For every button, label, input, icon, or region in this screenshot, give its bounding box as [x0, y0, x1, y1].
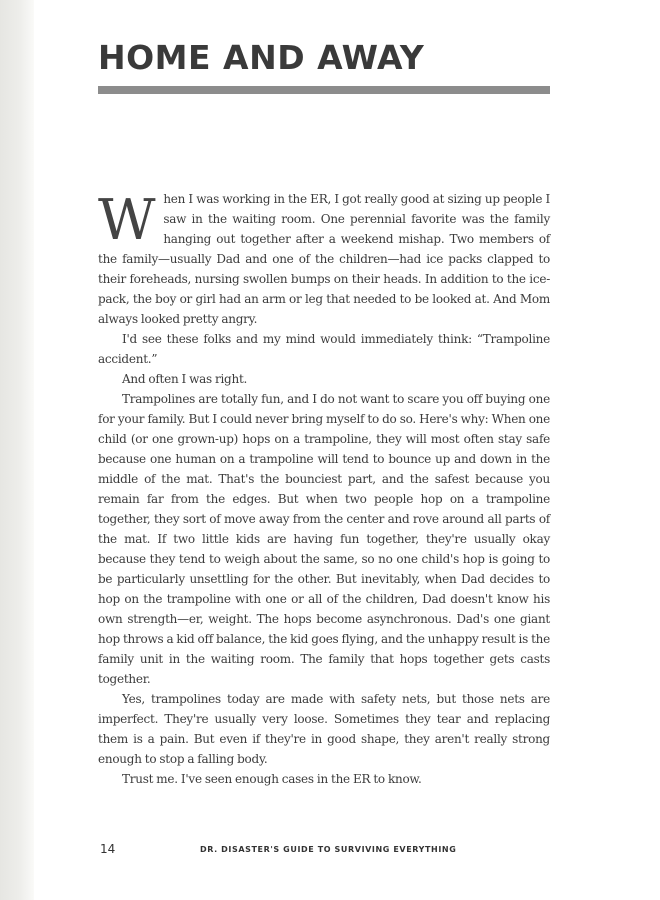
paragraph-3: And often I was right.	[122, 372, 248, 386]
paragraph-6: Trust me. I've seen enough cases in the ER to know.	[122, 772, 422, 786]
page-number: 14	[100, 842, 116, 856]
paragraph-1	[98, 189, 550, 329]
paragraph-2: I'd see these folks and my mind would immediately think: “Trampoline accident.”	[98, 332, 550, 366]
page-gutter-shadow	[0, 0, 34, 900]
paragraph-4: Trampolines are totally fun, and I do not want to scare you off buying one for your family. But I could never bring myself to do so. Here's why: When one child (or one grown-up) hops on a trampoline, they will most often stay safe because one human on a trampoline will tend to bounce up and down in the middle of the mat. That's the bounciest part, and the safest because you remain far from the edges. But when two people hop on a trampoline together, they sort of move away from the center and rove around all parts of the mat. If two little kids are having fun together, they're usually okay because they tend to weigh about the same, so no one child's hop is going to be particularly unsettling for the other. But inevitably, when Dad decides to hop on the trampoline with one or all of the children, Dad doesn't know his own strength—er, weight. The hops become asynchronous. Dad's one giant hop throws a kid off balance, the kid goes flying, and the unhappy result is the family unit in the waiting room. The family that hops together gets casts together.	[98, 392, 551, 686]
drop-cap: W	[98, 188, 156, 253]
chapter-title: HOME AND AWAY	[98, 38, 425, 77]
paragraph-5: Yes, trampolines today are made with safety nets, but those nets are imperfect. They're usually very loose. Sometimes they tear and replacing them is a pain. But even if they're in good shape, they aren't really strong enough to stop a falling body.	[98, 692, 550, 766]
chapter-body	[98, 189, 550, 789]
title-underline-rule	[98, 86, 550, 94]
running-footer-title: DR. DISASTER'S GUIDE TO SURVIVING EVERYTHING	[200, 845, 457, 854]
paragraph-1-text: hen I was working in the ER, I got really good at sizing up people I saw in the waiting room. One perennial favorite was the family hanging out together after a weekend mishap. Two members of the family—usually Dad and one of the children—had ice packs clapped to their foreheads, nursing swollen bumps on their heads. In addition to the ice-pack, the boy or girl had an arm or leg that needed to be looked at. And Mom always looked pretty angry.	[98, 192, 550, 326]
